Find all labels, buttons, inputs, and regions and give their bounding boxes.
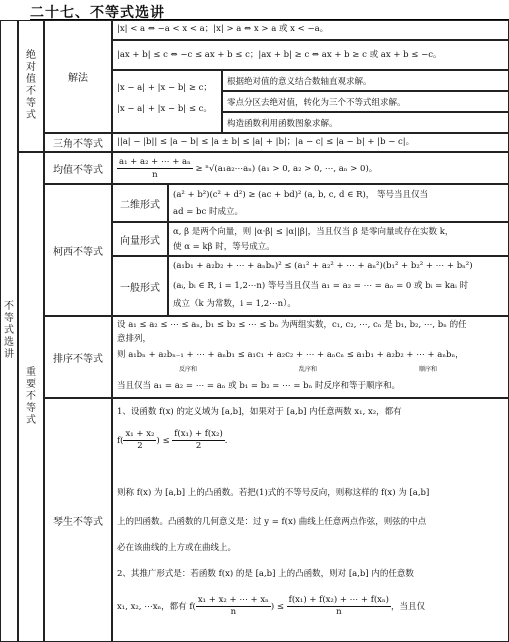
method2-cell — [222, 91, 509, 112]
cauchy-gen-label: 一般形式 — [112, 256, 168, 316]
jensen-p3: 上的凹函数。凸函数的几何意义是：过 y = f(x) 曲线上任意两点作弦，则弦的中点 — [117, 517, 427, 527]
sort-sub-reverse: 反序和 — [179, 366, 198, 373]
cauchy-gen-line3: 成立（k 为常数，i = 1,2⋯n）。 — [173, 299, 296, 309]
jensen-p4: 必在该曲线的上方或在曲线上。 — [117, 543, 237, 553]
abs-eq3-cell — [112, 70, 222, 133]
sort-sub-order: 顺序和 — [419, 366, 438, 373]
abs-eq2: |ax + b| ≤ c ⇔ −c ≤ ax + b ≤ c；|ax + b| ≥ c ⇔ ax + b ≥ c 或 ax + b ≤ −c。 — [117, 50, 442, 60]
page-title: 二十七、不等式选讲 — [30, 5, 165, 21]
sort-label: 排序不等式 — [44, 316, 112, 398]
triangle-label: 三角不等式 — [44, 133, 112, 152]
sort-line4: 当且仅当 a₁ = a₂ = ⋯ = aₙ 或 b₁ = b₂ = ⋯ = bₙ 时反序和等于顺序和。 — [117, 381, 400, 391]
cauchy-2d-cell — [168, 184, 509, 222]
sort-line1: 设 a₁ ≤ a₂ ≤ ⋯ ≤ aₙ, b₁ ≤ b₂ ≤ ⋯ ≤ bₙ 为两组实数，c₁, c₂, ⋯, cₙ 是 b₁, b₂, ⋯, bₙ 的任 — [117, 320, 467, 330]
mean-frac: $\frac{\text{a₁ + a₂ + ⋯ + aₙ}}{n}$ — [119, 157, 191, 180]
cauchy-label: 柯西不等式 — [44, 184, 112, 316]
sort-sub-random: 乱序和 — [299, 366, 318, 373]
sort-line3: 则 a₁bₙ + a₂bₙ₋₁ + ⋯ + aₙb₁ ≤ a₁c₁ + a₂c₂ + ⋯ + aₙcₙ ≤ a₁b₁ + a₂b₂ + ⋯ + aₙbₙ， — [117, 350, 464, 360]
method2: 零点分区去绝对值，转化为三个不等式组求解。 — [227, 98, 406, 108]
cauchy-vec-cell — [168, 222, 509, 256]
section-important: 重要不等式 — [18, 152, 44, 642]
method1: 根据绝对值的意义结合数轴直观求解。 — [227, 77, 372, 87]
jiefa-label: 解法 — [44, 20, 112, 133]
cauchy-vec-line2: 使 α = kβ 时，等号成立。 — [173, 242, 275, 252]
cauchy-vec-label: 向量形式 — [112, 222, 168, 256]
sort-line2: 意排列， — [117, 334, 152, 344]
cauchy-gen-line1: (a₁b₁ + a₂b₂ + ⋯ + aₙbₙ)² ≤ (a₁² + a₂² + ⋯ + aₙ²)(b₁² + b₂² + ⋯ + bₙ²) — [173, 261, 473, 271]
jensen-formula1: f( $\frac{\text{x₁ + x₂}}{2}$ ) ≤ $\frac{\text{f(x₁) + f(x₂)}}{2}$ . — [117, 429, 228, 451]
abs-eq1: |x| < a ⇔ −a < x < a；|x| > a ⇔ x > a 或 x < −a。 — [117, 24, 329, 34]
method1-cell — [222, 70, 509, 91]
section-outer: 不等式选讲 — [0, 20, 18, 642]
cauchy-gen-line2: (aᵢ, bᵢ ∈ R, i = 1,2⋯n) 等号当且仅当 a₁ = a₂ = ⋯ = aₙ = 0 或 bᵢ = kaᵢ 时 — [173, 281, 469, 291]
abs-eq2-cell — [112, 40, 509, 70]
abs-eq3b: |x − a| + |x − b| ≤ c。 — [117, 104, 212, 114]
abs-eq1-cell — [112, 20, 509, 40]
jensen-p2: 则称 f(x) 为 [a,b] 上的凸函数。若把(1)式的不等号反向，则称这样的 f(x) 为 [a,b] — [117, 488, 430, 498]
mean-label: 均值不等式 — [44, 152, 112, 184]
mean-cell — [112, 152, 509, 184]
section-abs: 绝对值不等式 — [18, 20, 44, 152]
method3-cell — [222, 112, 509, 133]
mean-eq — [113, 153, 508, 183]
jensen-formula2: x₁, x₂, ⋯xₙ，都有 f( $\frac{\text{x₁ + x₂ + ⋯ + xₙ}}{n}$ ) ≤ $\frac{\text{f(x₁) + f(x₂) + ⋯ + f(xₙ)}}{n}$ ，当且仅 — [117, 595, 425, 617]
cauchy-vec-line1: α, β 是两个向量，则 |α·β| ≤ |α||β|，当且仅当 β 是零向量或存在实数 k， — [173, 227, 454, 237]
cauchy-gen-cell — [168, 256, 509, 316]
jensen-cell — [112, 398, 509, 642]
triangle-eq: ||a| − |b|| ≤ |a − b| ≤ |a ± b| ≤ |a| + |b|；|a − c| ≤ |a − b| + |b − c|。 — [117, 137, 415, 147]
abs-eq3a: |x − a| + |x − b| ≥ c； — [117, 83, 212, 93]
triangle-cell — [112, 133, 509, 152]
mean-rest: ≥ ⁿ√(a₁a₂⋯aₙ) (a₁ > 0, a₂ > 0, ⋯, aₙ > 0)。 — [195, 164, 378, 174]
cauchy-2d-line1: (a² + b²)(c² + d²) ≥ (ac + bd)² (a, b, c, d ∈ R)， 等号当且仅当 — [173, 190, 429, 200]
jensen-label: 琴生不等式 — [44, 398, 112, 642]
cauchy-2d-label: 二维形式 — [112, 184, 168, 222]
method3: 构造函数利用函数图象求解。 — [227, 119, 338, 129]
jensen-p5: 2、其推广形式是：若函数 f(x) 的是 [a,b] 上的凸函数，则对 [a,b] 内的任意数 — [117, 569, 414, 579]
cauchy-2d-line2: ad = bc 时成立。 — [173, 207, 243, 217]
sort-cell — [112, 316, 509, 398]
jensen-p1: 1、设函数 f(x) 的定义域为 [a,b]，如果对于 [a,b] 内任意两数 x₁, x₂，都有 — [117, 407, 402, 417]
